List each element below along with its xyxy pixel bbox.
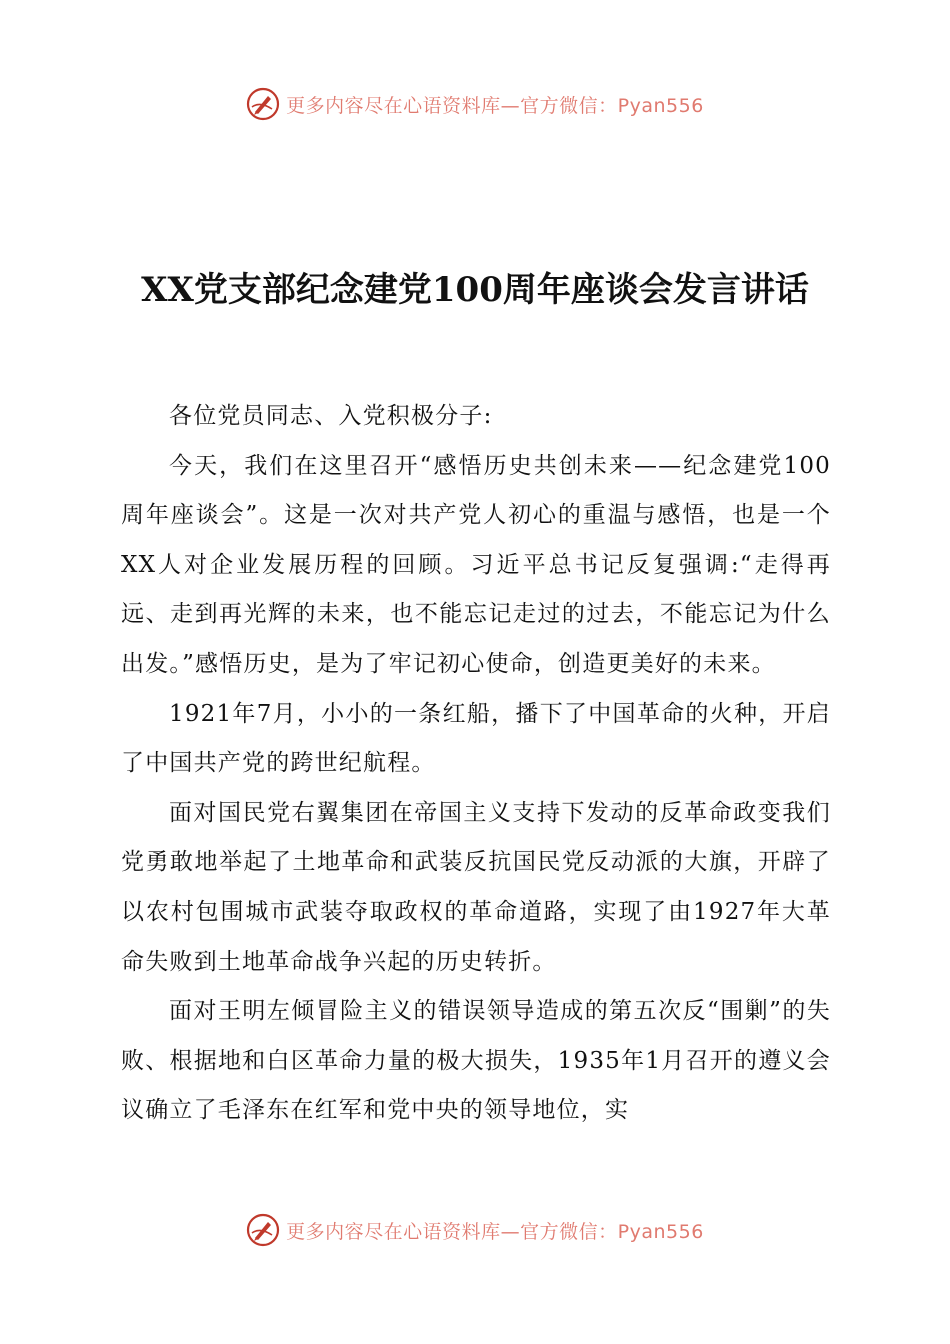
paragraph-2: 1921年7月，小小的一条红船，播下了中国革命的火种，开启了中国共产党的跨世纪航程。 [121, 700, 831, 777]
header-watermark-text: 更多内容尽在心语资料库—官方微信：Pyan556 [286, 94, 704, 117]
footer-watermark-text: 更多内容尽在心语资料库—官方微信：Pyan556 [286, 1220, 704, 1243]
document-body [121, 392, 831, 1136]
footer-watermark-banner [0, 1210, 950, 1250]
paragraph-1: 今天，我们在这里召开“感悟历史共创未来——纪念建党100周年座谈会”。这是一次对共产党人初心的重温与感悟，也是一个XX人对企业发展历程的回顾。习近平总书记反复强调:“走得再远、走到再光辉的未来，也不能忘记走过的过去，不能忘记为什么出发。”感悟历史，是为了牢记初心使命，创造更美好的未来。 [121, 452, 831, 677]
document-title: XX党支部纪念建党100周年座谈会发言讲话 [141, 270, 809, 310]
paragraph-3: 面对国民党右翼集团在帝国主义支持下发动的反革命政变我们党勇敢地举起了土地革命和武装反抗国民党反动派的大旗，开辟了以农村包围城市武装夺取政权的革命道路，实现了由1927年大革命失败到土地革命战争兴起的历史转折。 [121, 799, 831, 975]
pen-logo-icon [246, 1213, 280, 1247]
pen-logo-icon [246, 87, 280, 121]
paragraph-4: 面对王明左倾冒险主义的错误领导造成的第五次反“围剿”的失败、根据地和白区革命力量的极大损失，1935年1月召开的遵义会议确立了毛泽东在红军和党中央的领导地位，实 [121, 998, 831, 1124]
salutation: 各位党员同志、入党积极分子: [169, 403, 493, 429]
header-watermark-banner [0, 84, 950, 124]
